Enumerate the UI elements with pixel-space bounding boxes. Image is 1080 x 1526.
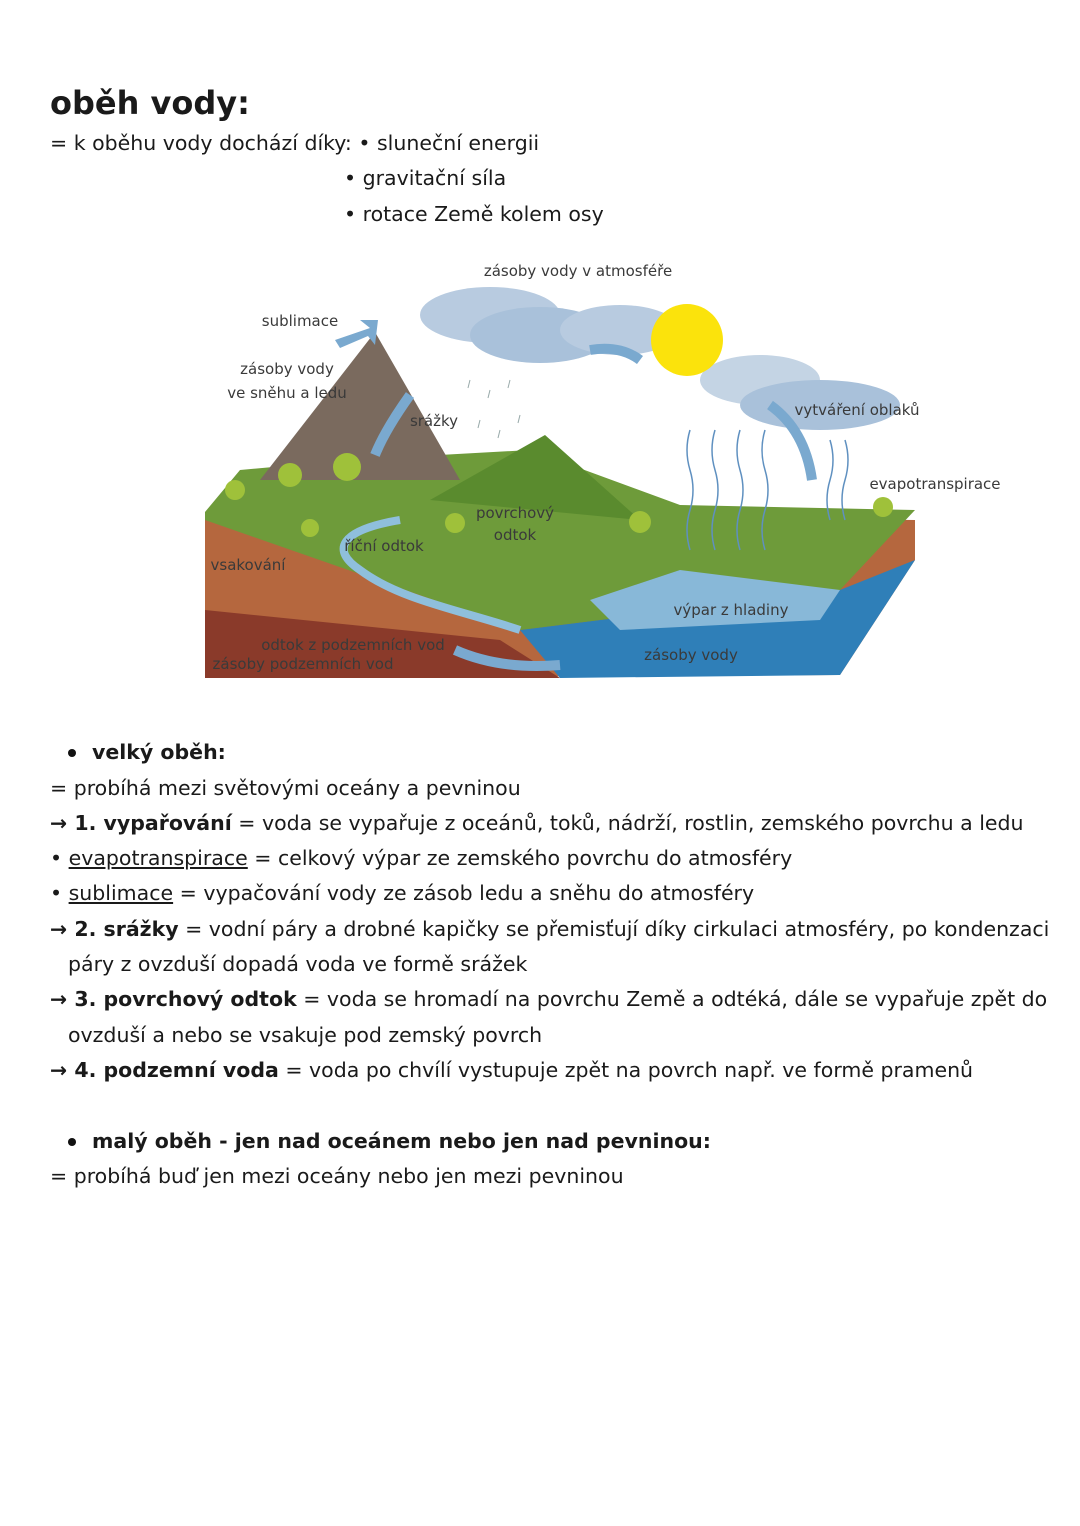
label-groundwater: zásoby podzemních vod [212, 655, 394, 673]
label-surface-1: povrchový [475, 504, 555, 522]
step-2 [50, 915, 1049, 943]
sublimation-line: • sublimace = vypačování vody ze zásob ledu a sněhu do atmosféry [50, 881, 755, 905]
bullet-icon [68, 1138, 76, 1146]
evapotranspiration-term: evapotranspirace [68, 846, 248, 870]
sun-icon [651, 304, 723, 376]
arrow-to-clouds [590, 349, 640, 360]
reason-gravity: • gravitační síla [344, 166, 507, 190]
small-cycle-definition: = probíhá buď jen mezi oceány nebo jen mezi pevninou [50, 1164, 624, 1188]
big-cycle-heading-text: velký oběh: [92, 740, 226, 764]
sublimation-term: sublimace [68, 881, 174, 905]
reason-rotation: • rotace Země kolem osy [344, 202, 604, 226]
label-snow-1: zásoby vody [240, 360, 334, 378]
label-precipitation: srážky [409, 412, 459, 430]
step-1 [50, 809, 1024, 837]
label-snow-2: ve sněhu a ledu [227, 384, 347, 402]
reason-solar: • sluneční energii [358, 131, 540, 155]
mountain [260, 332, 460, 480]
label-water-storage: zásoby vody [644, 646, 738, 664]
label-infiltration: vsakování [210, 556, 286, 574]
big-cycle-definition: = probíhá mezi světovými oceány a pevninou [50, 776, 521, 800]
step-4 [50, 1056, 973, 1084]
step-3 [50, 985, 1047, 1013]
label-sublimation: sublimace [261, 312, 339, 330]
evapotranspiration-line: • evapotranspirace = celkový výpar ze zemského povrchu do atmosféry [50, 846, 793, 870]
step-1-title: → 1. vypařování [50, 811, 232, 835]
small-cycle-heading-text: malý oběh - jen nad oceánem nebo jen nad pevninou: [92, 1129, 711, 1153]
label-evapotranspiration: evapotranspirace [869, 475, 1001, 493]
step-2-text: = vodní páry a drobné kapičky se přemisťují díky cirkulaci atmosféry, po kondenzaci [178, 917, 1050, 941]
intro-lead-text: = k oběhu vody dochází díky: [50, 131, 359, 155]
label-evaporation: výpar z hladiny [673, 601, 789, 619]
step-2-title: → 2. srážky [50, 917, 179, 941]
label-clouds: vytváření oblaků [794, 401, 920, 419]
evapotranspiration-text: = celkový výpar ze zemského povrchu do atmosféry [247, 846, 793, 870]
label-river: říční odtok [344, 537, 424, 555]
intro-lead [50, 129, 539, 157]
label-surface-2: odtok [493, 526, 537, 544]
water-cycle-diagram [200, 250, 1020, 690]
bullet-icon [68, 749, 76, 757]
step-4-title: → 4. podzemní voda [50, 1058, 279, 1082]
step-3-cont: ovzduší a nebo se vsakuje pod zemský povrch [68, 1023, 543, 1047]
step-1-text: = voda se vypařuje z oceánů, toků, nádrží, rostlin, zemského povrchu a ledu [231, 811, 1024, 835]
label-atmosphere: zásoby vody v atmosféře [483, 262, 673, 280]
page-title: oběh vody: [50, 84, 250, 122]
small-cycle-heading [68, 1127, 711, 1155]
step-4-text: = voda po chvílí vystupuje zpět na povrch např. ve formě pramenů [278, 1058, 974, 1082]
label-groundwater-runoff: odtok z podzemních vod [261, 636, 445, 654]
step-3-title: → 3. povrchový odtok [50, 987, 297, 1011]
sublimation-text: = vypačování vody ze zásob ledu a sněhu do atmosféry [173, 881, 755, 905]
step-3-text: = voda se hromadí na povrchu Země a odtéká, dále se vypařuje zpět do [296, 987, 1048, 1011]
step-2-cont: páry z ovzduší dopadá voda ve formě srážek [68, 952, 528, 976]
big-cycle-heading [68, 738, 226, 766]
